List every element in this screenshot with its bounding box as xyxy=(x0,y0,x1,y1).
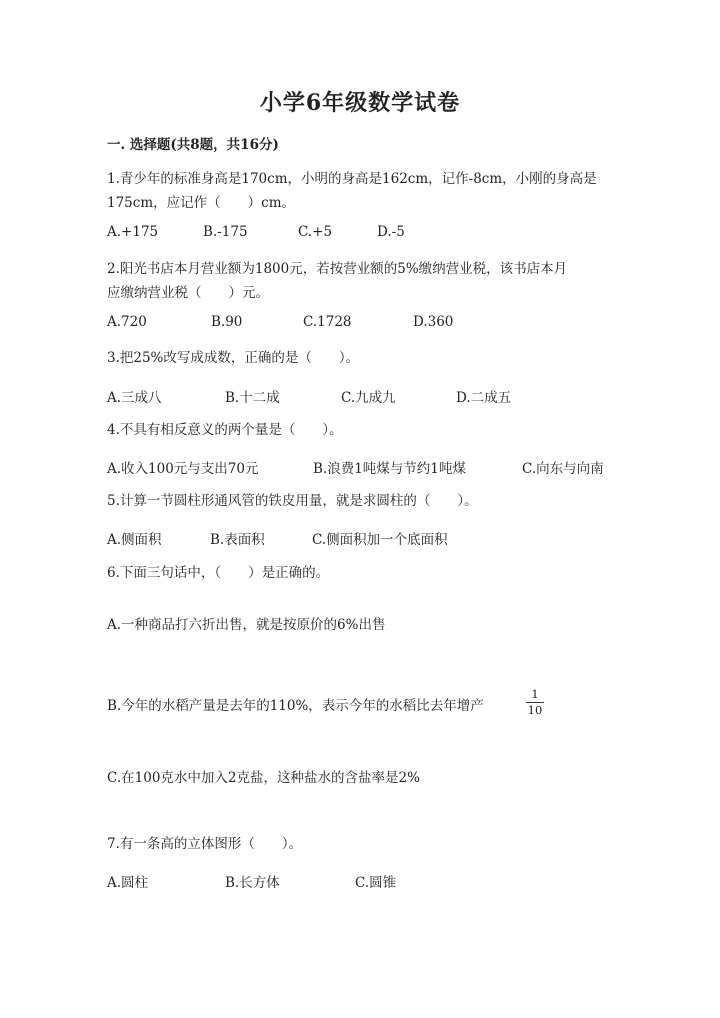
question-6-line-1: 6.下面三句话中，（ ）是正确的。 xyxy=(107,565,330,581)
question-3-option-c: C.九成九 xyxy=(341,390,396,406)
question-6-option-c: C.在100克水中加入2克盐，这种盐水的含盐率是2% xyxy=(107,770,420,786)
question-2-option-d: D.360 xyxy=(413,314,454,330)
question-5-line-1: 5.计算一节圆柱形通风管的铁皮用量，就是求圆柱的（ ）。 xyxy=(107,493,478,509)
question-4-option-c: C.向东与向南 xyxy=(522,461,604,477)
fraction-numerator: 1 xyxy=(531,687,539,701)
question-3-stem xyxy=(107,346,627,370)
section-heading: 一. 选择题(共8题，共16分) xyxy=(107,137,279,153)
question-1-option-a: A.+175 xyxy=(107,224,159,240)
question-6-stem xyxy=(107,561,627,585)
question-1-line-2: 175cm，应记作（ ）cm。 xyxy=(107,195,295,211)
question-2-option-c: C.1728 xyxy=(303,314,352,330)
question-5-option-b: B.表面积 xyxy=(210,532,265,548)
question-4-line-1: 4.不具有相反意义的两个量是（ ）。 xyxy=(107,422,343,438)
fraction-one-tenth xyxy=(524,688,546,717)
question-2-option-b: B.90 xyxy=(211,314,243,330)
question-1-option-b: B.-175 xyxy=(203,224,248,240)
question-4-stem xyxy=(107,418,627,442)
question-5-option-c: C.侧面积加一个底面积 xyxy=(312,532,448,548)
question-7-option-c: C.圆锥 xyxy=(355,875,397,891)
question-3-option-a: A.三成八 xyxy=(107,390,162,406)
question-2-line-1: 2.阳光书店本月营业额为1800元，若按营业额的5%缴纳营业税，该书店本月 xyxy=(107,261,568,277)
question-3-option-b: B.十二成 xyxy=(225,390,280,406)
question-6-option-a: A.一种商品打六折出售，就是按原价的6%出售 xyxy=(107,617,386,633)
question-1-option-d: D.-5 xyxy=(377,224,405,240)
question-4-option-a: A.收入100元与支出70元 xyxy=(107,461,259,477)
question-3-line-1: 3.把25%改写成成数，正确的是（ ）。 xyxy=(107,350,360,366)
question-2-stem xyxy=(107,257,627,305)
question-6-option-b: B.今年的水稻产量是去年的110%，表示今年的水稻比去年增产 xyxy=(107,698,484,714)
question-2-line-2: 应缴纳营业税（ ）元。 xyxy=(107,285,269,301)
question-2-option-a: A.720 xyxy=(107,314,147,330)
page-title: 小学6年级数学试卷 xyxy=(259,90,461,116)
question-5-option-a: A.侧面积 xyxy=(107,532,162,548)
question-1-option-c: C.+5 xyxy=(298,224,333,240)
question-3-option-d: D.二成五 xyxy=(456,390,512,406)
question-7-option-a: A.圆柱 xyxy=(107,875,149,891)
question-4-option-b: B.浪费1吨煤与节约1吨煤 xyxy=(313,461,466,477)
question-7-option-b: B.长方体 xyxy=(225,875,280,891)
question-7-line-1: 7.有一条高的立体图形（ ）。 xyxy=(107,836,303,852)
question-1-line-1: 1.青少年的标准身高是170cm，小明的身高是162cm，记作-8cm，小刚的身高是 xyxy=(107,171,597,187)
question-1-stem xyxy=(107,167,627,215)
question-5-stem xyxy=(107,489,627,513)
question-7-stem xyxy=(107,832,627,856)
fraction-denominator: 10 xyxy=(527,703,543,717)
